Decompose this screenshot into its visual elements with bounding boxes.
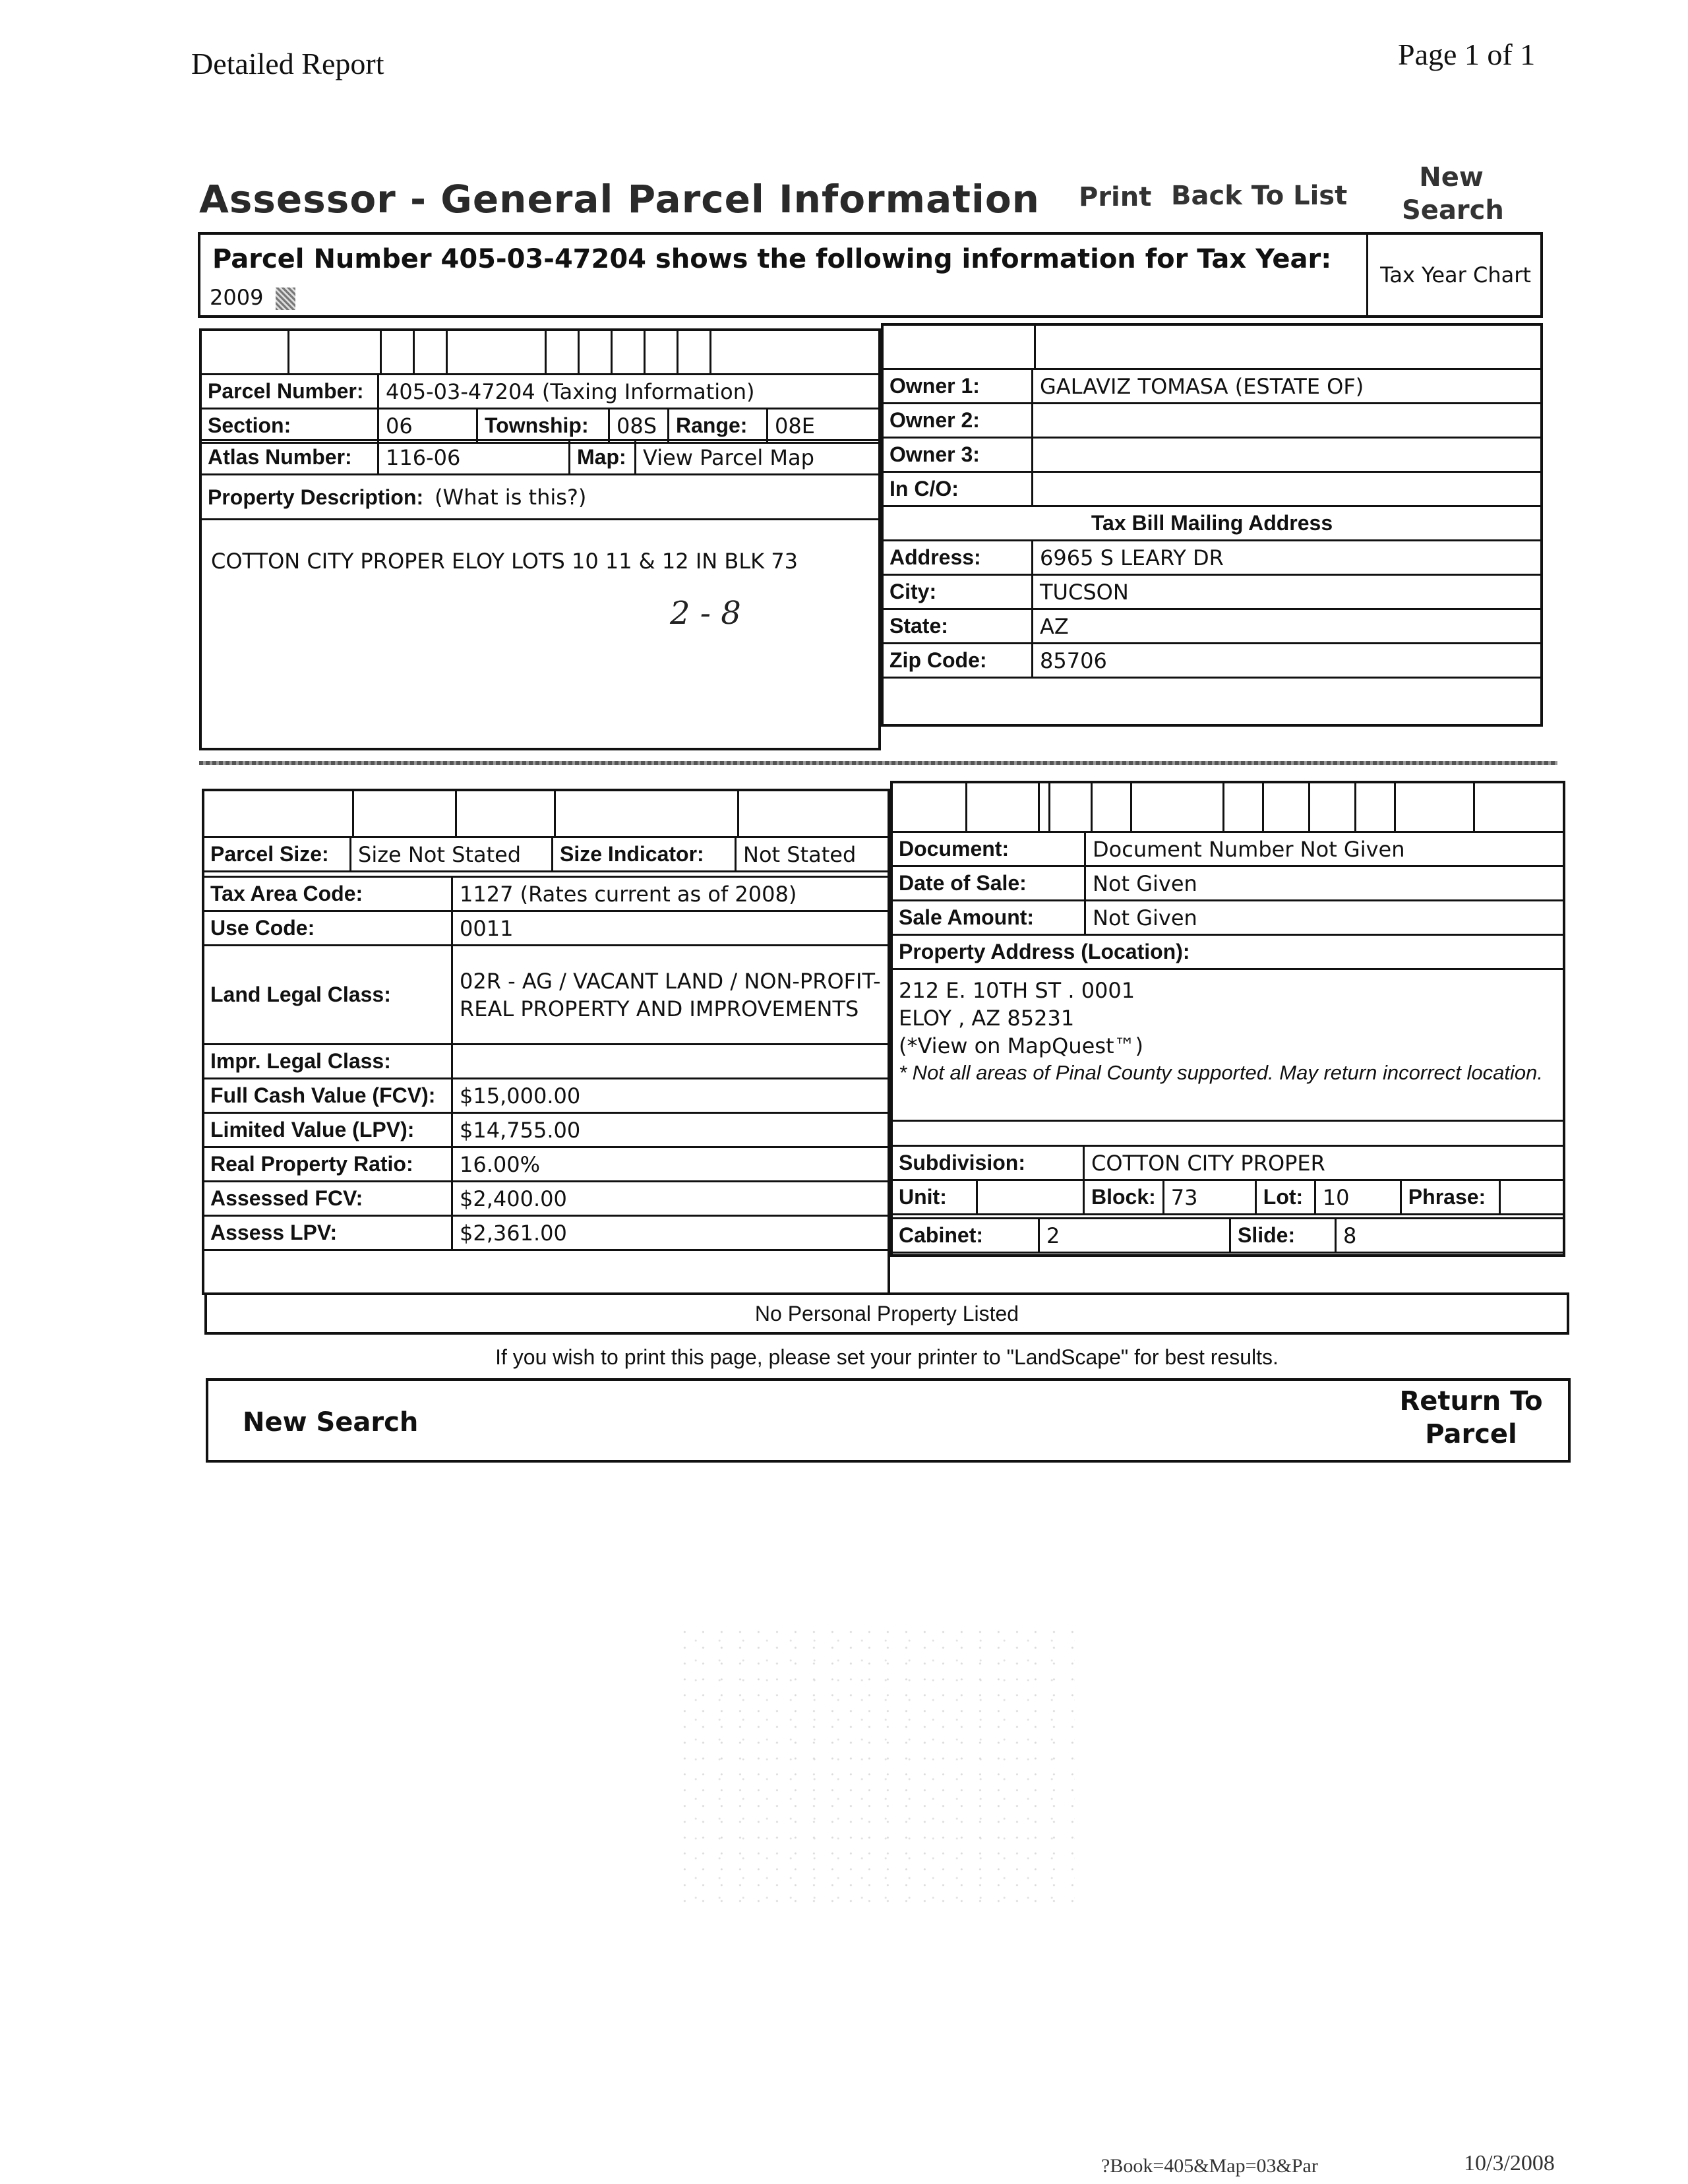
sale-amount-label: Sale Amount: — [891, 901, 1085, 935]
owner3-label: Owner 3: — [882, 438, 1033, 472]
back-to-list-link[interactable]: Back To List — [1171, 181, 1348, 211]
size-indicator-value: Not Stated — [736, 837, 889, 872]
location-line2: ELOY , AZ 85231 — [899, 1006, 1075, 1031]
unit-block-row — [891, 1180, 1565, 1215]
land-class-row — [203, 946, 889, 1045]
mailing-address-title: Tax Bill Mailing Address — [882, 506, 1542, 541]
state-label: State: — [882, 609, 1033, 644]
document-label: Document: — [891, 832, 1085, 866]
fcv-row — [203, 1079, 889, 1113]
property-description-header — [200, 475, 880, 520]
atlas-row — [200, 440, 880, 475]
owner1-value: GALAVIZ TOMASA (ESTATE OF) — [1033, 369, 1542, 404]
mapquest-note: * Not all areas of Pinal County supported. May return incorrect location. — [899, 1061, 1543, 1084]
slide-value: 8 — [1336, 1219, 1565, 1253]
atlas-table — [199, 439, 881, 520]
use-code-value: 0011 — [452, 911, 889, 946]
sale-date-label: Date of Sale: — [891, 866, 1085, 901]
property-description-label: Property Description: — [208, 485, 424, 509]
return-line1: Return To — [1399, 1386, 1543, 1416]
size-table — [202, 836, 890, 872]
city-value: TUCSON — [1033, 575, 1542, 609]
slide-label: Slide: — [1230, 1219, 1336, 1253]
section-row — [200, 409, 880, 443]
valuation-spacer-row — [204, 791, 888, 836]
bottom-nav-box — [206, 1378, 1571, 1463]
lpv-row — [203, 1113, 889, 1147]
owner3-row — [882, 438, 1542, 472]
mailing-title-row — [882, 506, 1542, 541]
care-of-row — [882, 472, 1542, 506]
tax-year-chart-link[interactable]: Tax Year Chart — [1366, 235, 1543, 315]
report-header-title: Detailed Report — [191, 47, 384, 80]
care-of-label: In C/O: — [882, 472, 1033, 506]
subdivision-table — [890, 1145, 1565, 1215]
care-of-value — [1033, 472, 1542, 506]
lpv-label: Limited Value (LPV): — [203, 1113, 452, 1147]
parcel-size-label: Parcel Size: — [203, 837, 351, 872]
property-description-row — [200, 475, 880, 520]
block-label: Block: — [1084, 1180, 1164, 1215]
zip-value: 85706 — [1033, 644, 1542, 678]
sale-info-panel — [890, 781, 1565, 1257]
map-label: Map: — [570, 440, 636, 475]
owner1-row — [882, 369, 1542, 404]
cabinet-value: 2 — [1039, 1219, 1230, 1253]
what-is-this-link[interactable]: (What is this?) — [435, 484, 587, 510]
ratio-row — [203, 1147, 889, 1182]
sale-amount-row — [891, 901, 1565, 935]
return-to-parcel-link[interactable] — [1389, 1385, 1553, 1451]
document-row — [891, 832, 1565, 866]
impr-class-row — [203, 1045, 889, 1079]
address-row — [882, 541, 1542, 575]
state-row — [882, 609, 1542, 644]
city-row — [882, 575, 1542, 609]
zip-label: Zip Code: — [882, 644, 1033, 678]
property-description-text: COTTON CITY PROPER ELOY LOTS 10 11 & 12 IN BLK 73 — [211, 549, 799, 574]
cabinet-label: Cabinet: — [891, 1219, 1039, 1253]
bottom-new-search-link[interactable]: New Search — [243, 1407, 419, 1438]
valuation-panel — [202, 789, 890, 1295]
atlas-value: 116-06 — [378, 440, 570, 475]
subdivision-row — [891, 1146, 1565, 1180]
tax-year-select[interactable] — [210, 285, 295, 310]
return-line2: Parcel — [1425, 1419, 1517, 1449]
tax-year-banner — [198, 232, 1543, 318]
size-indicator-label: Size Indicator: — [553, 837, 736, 872]
location-header-row — [891, 935, 1565, 969]
section-label: Section: — [200, 409, 378, 443]
scan-noise — [679, 1629, 1075, 1906]
location-label: Property Address (Location): — [891, 935, 1565, 969]
document-value: Document Number Not Given — [1085, 832, 1565, 866]
fcv-value: $15,000.00 — [452, 1079, 889, 1113]
ratio-label: Real Property Ratio: — [203, 1147, 452, 1182]
parcel-table — [199, 373, 881, 444]
atlas-label: Atlas Number: — [200, 440, 378, 475]
land-class-label: Land Legal Class: — [203, 946, 452, 1045]
block-value: 73 — [1163, 1180, 1255, 1215]
city-label: City: — [882, 575, 1033, 609]
unit-value — [977, 1180, 1083, 1215]
township-label: Township: — [477, 409, 609, 443]
range-value: 08E — [768, 409, 880, 443]
page-number: Page 1 of 1 — [1398, 38, 1536, 71]
view-parcel-map-link[interactable]: View Parcel Map — [636, 440, 880, 475]
section-value: 06 — [378, 409, 477, 443]
valuation-table — [202, 876, 890, 1251]
lot-label: Lot: — [1255, 1180, 1315, 1215]
handwritten-note: 2 - 8 — [670, 595, 741, 632]
tax-year-banner-text: Parcel Number 405-03-47204 shows the following information for Tax Year: — [212, 244, 1332, 274]
mapquest-link[interactable]: (*View on MapQuest™) — [899, 1033, 1144, 1058]
range-label: Range: — [669, 409, 768, 443]
lot-value: 10 — [1315, 1180, 1401, 1215]
owner-table — [881, 368, 1543, 679]
new-search-line2: Search — [1402, 195, 1504, 226]
tax-area-label: Tax Area Code: — [203, 877, 452, 911]
cabinet-row — [891, 1219, 1565, 1253]
impr-class-label: Impr. Legal Class: — [203, 1045, 452, 1079]
tax-year-value: 2009 — [210, 285, 264, 310]
owner2-value — [1033, 404, 1542, 438]
owner1-label: Owner 1: — [882, 369, 1033, 404]
parcel-info-panel — [199, 328, 881, 750]
assessed-fcv-row — [203, 1182, 889, 1216]
fcv-label: Full Cash Value (FCV): — [203, 1079, 452, 1113]
address-value: 6965 S LEARY DR — [1033, 541, 1542, 575]
phrase-label: Phrase: — [1401, 1180, 1499, 1215]
parcel-spacer-row — [202, 331, 878, 373]
cabinet-table — [890, 1217, 1565, 1254]
assessed-lpv-row — [203, 1216, 889, 1250]
parcel-size-row — [203, 837, 889, 872]
personal-property-bar: No Personal Property Listed — [204, 1292, 1569, 1335]
sale-date-value: Not Given — [1085, 866, 1565, 901]
sale-spacer-row — [893, 783, 1563, 831]
tax-year-dropdown-icon[interactable] — [276, 288, 295, 310]
new-search-link[interactable] — [1402, 161, 1504, 227]
owner-info-panel — [881, 323, 1543, 727]
page-title: Assessor - General Parcel Information — [199, 177, 1040, 222]
footer-date: 10/3/2008 — [1464, 2151, 1555, 2175]
tax-area-row — [203, 877, 889, 911]
location-line1: 212 E. 10TH ST . 0001 — [899, 978, 1135, 1003]
assessed-fcv-label: Assessed FCV: — [203, 1182, 452, 1216]
land-class-value: 02R - AG / VACANT LAND / NON-PROFIT-REAL PROPERTY AND IMPROVEMENTS — [452, 946, 889, 1045]
location-body — [891, 969, 1565, 1121]
sale-table — [890, 831, 1565, 1122]
zip-row — [882, 644, 1542, 678]
parcel-number-value[interactable]: 405-03-47204 (Taxing Information) — [378, 375, 880, 409]
use-code-label: Use Code: — [203, 911, 452, 946]
phrase-value — [1499, 1180, 1564, 1215]
owner3-value — [1033, 438, 1542, 472]
assessed-fcv-value: $2,400.00 — [452, 1182, 889, 1216]
ratio-value: 16.00% — [452, 1147, 889, 1182]
parcel-number-label: Parcel Number: — [200, 375, 378, 409]
section-divider — [199, 761, 1557, 765]
sale-date-row — [891, 866, 1565, 901]
location-body-row — [891, 969, 1565, 1121]
township-value: 08S — [609, 409, 669, 443]
unit-label: Unit: — [891, 1180, 977, 1215]
address-label: Address: — [882, 541, 1033, 575]
subdivision-value: COTTON CITY PROPER — [1084, 1146, 1565, 1180]
state-value: AZ — [1033, 609, 1542, 644]
subdivision-label: Subdivision: — [891, 1146, 1084, 1180]
print-link[interactable]: Print — [1079, 182, 1152, 212]
sale-amount-value: Not Given — [1085, 901, 1565, 935]
lpv-value: $14,755.00 — [452, 1113, 889, 1147]
use-code-row — [203, 911, 889, 946]
footer-url-fragment: ?Book=405&Map=03&Par — [1101, 2155, 1318, 2177]
new-search-line1: New — [1419, 162, 1484, 193]
assessed-lpv-value: $2,361.00 — [452, 1216, 889, 1250]
impr-class-value — [452, 1045, 889, 1079]
owner2-row — [882, 404, 1542, 438]
parcel-size-value: Size Not Stated — [351, 837, 553, 872]
tax-area-value[interactable]: 1127 (Rates current as of 2008) — [452, 877, 889, 911]
print-note: If you wish to print this page, please set your printer to "LandScape" for best results. — [495, 1345, 1279, 1369]
assessed-lpv-label: Assess LPV: — [203, 1216, 452, 1250]
parcel-number-row — [200, 375, 880, 409]
owner2-label: Owner 2: — [882, 404, 1033, 438]
owner-spacer-divider — [1034, 326, 1036, 368]
